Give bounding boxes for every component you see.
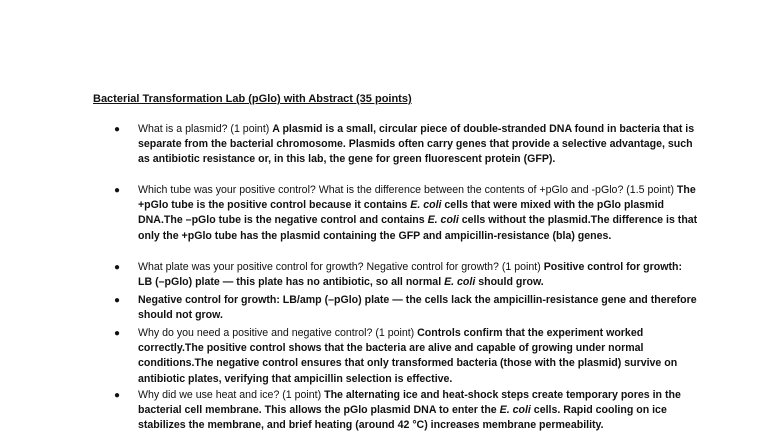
question-text: What plate was your positive control for growth? Negative control for growth? (1 point) — [138, 261, 544, 273]
bullet-icon: ● — [114, 390, 121, 401]
list-item-heat-ice — [114, 388, 698, 434]
bullet-icon: ● — [114, 185, 121, 196]
answer-segment: Positive control for growth: LB (–pGlo) plate — this plate has no antibiotic, so all normal — [138, 261, 683, 289]
answer-text: Negative control for growth: LB/amp (–pGlo) plate — the cells lack the ampicillin-resistance gene and therefore should not grow. — [138, 294, 697, 322]
bullet-icon: ● — [114, 328, 121, 339]
answer-segment: cells. Rapid cooling on ice stabilizes the membrane, and brief heating (around 42 °C) increases membrane permeability. — [138, 404, 667, 432]
answer-text: A plasmid is a small, circular piece of double-stranded DNA found in bacteria that is separate from the bacterial chromosome. Plasmids often carry genes that provide a selective advantage, such as antibiotic resistance or, in this lab, the gene for green fluorescent protein (GFP). — [138, 123, 695, 166]
italic-term: E. coli — [410, 199, 442, 212]
list-item-positive-control — [114, 183, 698, 244]
question-text: What is a plasmid? (1 point) — [138, 123, 273, 135]
italic-term: E. coli — [499, 404, 531, 417]
list-item-negative-growth — [114, 293, 698, 323]
question-text: Why do you need a positive and negative control? (1 point) — [138, 327, 418, 339]
question-text: Which tube was your positive control? What is the difference between the contents of +pGlo and -pGlo? (1.5 point) — [138, 184, 677, 196]
list-item-why-controls — [114, 326, 698, 387]
list-item-growth-controls — [114, 260, 698, 290]
answer-segment: cells that were mixed with the pGlo plasmid DNA.The –pGlo tube is the negative control and contains — [138, 199, 664, 227]
italic-term: E. coli — [444, 276, 476, 289]
document-title: Bacterial Transformation Lab (pGlo) with Abstract (35 points) — [93, 93, 412, 105]
answer-segment: cells without the plasmid.The difference is that only the +pGlo tube has the plasmid containing the GFP and ampicillin-resistance (bla) genes. — [138, 214, 698, 242]
answer-segment: The +pGlo tube is the positive control because it contains — [138, 184, 696, 212]
answer-segment: The alternating ice and heat-shock steps create temporary pores in the bacterial cell membrane. This allows the pGlo plasmid DNA to enter the — [138, 389, 681, 417]
question-text: Why did we use heat and ice? (1 point) — [138, 389, 325, 401]
bullet-icon: ● — [114, 262, 121, 273]
bullet-icon: ● — [114, 124, 121, 135]
answer-text: Controls confirm that the experiment worked correctly.The positive control shows that the bacteria are alive and capable of growing under normal conditions.The negative control ensures that only transformed bacteria (those with the plasmid) survive on antibiotic plates, verifying that ampicillin selection is effective. — [138, 327, 678, 385]
bullet-icon: ● — [114, 295, 121, 306]
list-item-plasmid — [114, 122, 698, 168]
italic-term: E. coli — [427, 214, 459, 227]
answer-segment: should grow. — [475, 276, 544, 289]
